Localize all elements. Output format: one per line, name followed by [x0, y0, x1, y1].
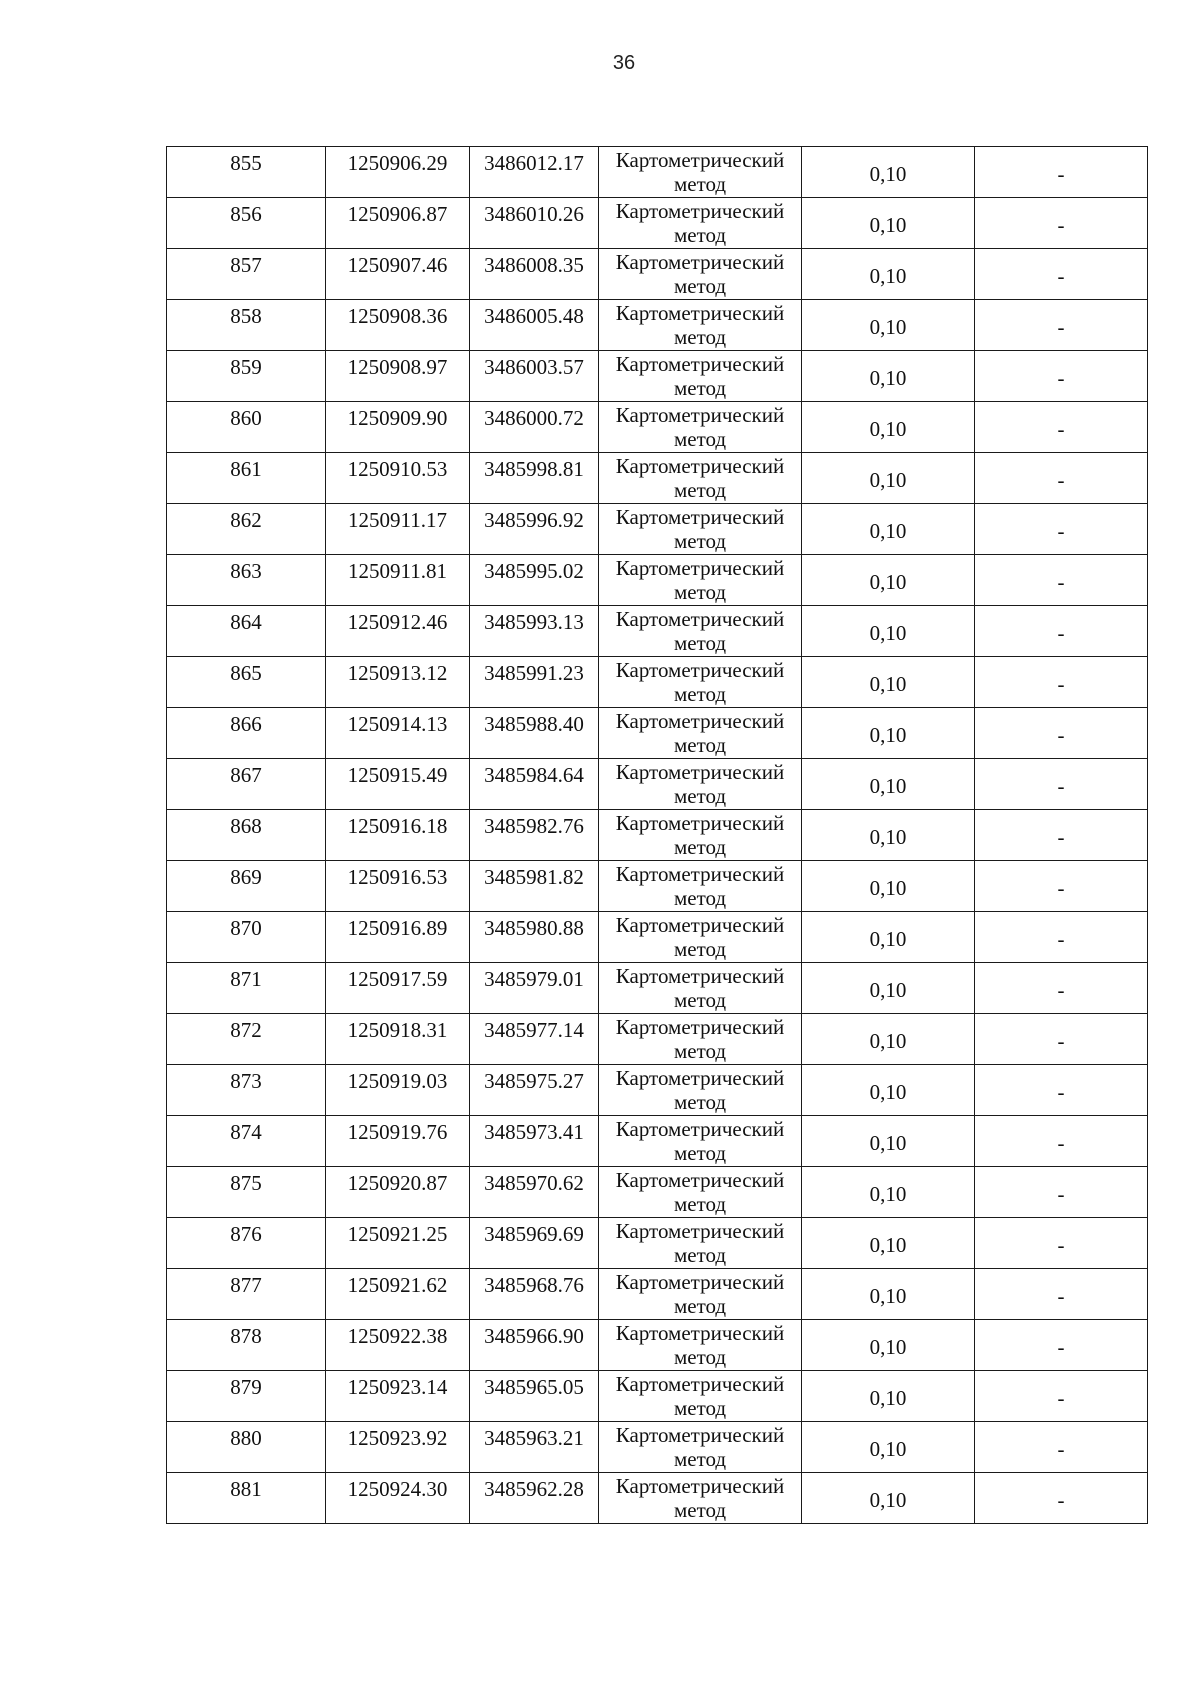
method-line-2: метод [673, 478, 727, 502]
method-line-2: метод [673, 733, 727, 757]
accuracy-cell: 0,10 [802, 453, 975, 504]
table-row [167, 1218, 1148, 1269]
y-coordinate-cell: 3486012.17 [470, 147, 599, 198]
y-coordinate-cell: 3485991.23 [470, 657, 599, 708]
x-coordinate-cell: 1250924.30 [326, 1473, 470, 1524]
accuracy-cell: 0,10 [802, 555, 975, 606]
point-number-cell: 860 [167, 402, 326, 453]
note-cell: - [975, 657, 1148, 708]
note-cell: - [975, 1422, 1148, 1473]
x-coordinate-cell: 1250916.18 [326, 810, 470, 861]
method-line-1: Картометрический [615, 964, 785, 988]
note-cell: - [975, 147, 1148, 198]
method-line-2: метод [673, 325, 727, 349]
method-cell [599, 759, 802, 810]
accuracy-cell: 0,10 [802, 657, 975, 708]
x-coordinate-cell: 1250908.97 [326, 351, 470, 402]
method-cell [599, 1167, 802, 1218]
method-cell [599, 1422, 802, 1473]
point-number-cell: 868 [167, 810, 326, 861]
point-number-cell: 864 [167, 606, 326, 657]
x-coordinate-cell: 1250912.46 [326, 606, 470, 657]
note-cell: - [975, 963, 1148, 1014]
table-row [167, 1473, 1148, 1524]
point-number-cell: 866 [167, 708, 326, 759]
table-row [167, 861, 1148, 912]
method-line-1: Картометрический [615, 913, 785, 937]
method-line-2: метод [673, 1396, 727, 1420]
method-cell [599, 402, 802, 453]
method-cell [599, 1269, 802, 1320]
method-line-1: Картометрический [615, 1066, 785, 1090]
method-cell [599, 1065, 802, 1116]
accuracy-cell: 0,10 [802, 963, 975, 1014]
accuracy-cell: 0,10 [802, 1371, 975, 1422]
x-coordinate-cell: 1250916.89 [326, 912, 470, 963]
table-row [167, 147, 1148, 198]
accuracy-cell: 0,10 [802, 759, 975, 810]
note-cell: - [975, 1116, 1148, 1167]
method-line-1: Картометрический [615, 1270, 785, 1294]
method-line-2: метод [673, 988, 727, 1012]
table-row [167, 1269, 1148, 1320]
x-coordinate-cell: 1250911.17 [326, 504, 470, 555]
note-cell: - [975, 1473, 1148, 1524]
method-line-2: метод [673, 1039, 727, 1063]
method-line-1: Картометрический [615, 250, 785, 274]
method-line-2: метод [673, 529, 727, 553]
x-coordinate-cell: 1250908.36 [326, 300, 470, 351]
point-number-cell: 875 [167, 1167, 326, 1218]
table-row [167, 1371, 1148, 1422]
method-cell [599, 1014, 802, 1065]
x-coordinate-cell: 1250918.31 [326, 1014, 470, 1065]
point-number-cell: 878 [167, 1320, 326, 1371]
method-cell [599, 1320, 802, 1371]
table-row [167, 657, 1148, 708]
y-coordinate-cell: 3485970.62 [470, 1167, 599, 1218]
method-line-2: метод [673, 784, 727, 808]
y-coordinate-cell: 3485996.92 [470, 504, 599, 555]
note-cell: - [975, 402, 1148, 453]
method-cell [599, 300, 802, 351]
method-line-2: метод [673, 1192, 727, 1216]
method-cell [599, 861, 802, 912]
accuracy-cell: 0,10 [802, 708, 975, 759]
page-number: 36 [612, 52, 636, 74]
accuracy-cell: 0,10 [802, 1014, 975, 1065]
x-coordinate-cell: 1250920.87 [326, 1167, 470, 1218]
method-line-2: метод [673, 1141, 727, 1165]
y-coordinate-cell: 3485962.28 [470, 1473, 599, 1524]
method-line-2: метод [673, 580, 727, 604]
method-line-1: Картометрический [615, 556, 785, 580]
method-line-1: Картометрический [615, 148, 785, 172]
y-coordinate-cell: 3485980.88 [470, 912, 599, 963]
table-row [167, 249, 1148, 300]
method-line-1: Картометрический [615, 607, 785, 631]
method-line-1: Картометрический [615, 1321, 785, 1345]
x-coordinate-cell: 1250915.49 [326, 759, 470, 810]
y-coordinate-cell: 3485966.90 [470, 1320, 599, 1371]
method-line-2: метод [673, 1090, 727, 1114]
y-coordinate-cell: 3485988.40 [470, 708, 599, 759]
y-coordinate-cell: 3486010.26 [470, 198, 599, 249]
note-cell: - [975, 912, 1148, 963]
method-cell [599, 1473, 802, 1524]
point-number-cell: 865 [167, 657, 326, 708]
y-coordinate-cell: 3485973.41 [470, 1116, 599, 1167]
method-line-2: метод [673, 886, 727, 910]
note-cell: - [975, 810, 1148, 861]
method-cell [599, 1218, 802, 1269]
method-cell [599, 657, 802, 708]
x-coordinate-cell: 1250921.62 [326, 1269, 470, 1320]
x-coordinate-cell: 1250923.92 [326, 1422, 470, 1473]
accuracy-cell: 0,10 [802, 1320, 975, 1371]
point-number-cell: 876 [167, 1218, 326, 1269]
table-row [167, 912, 1148, 963]
point-number-cell: 863 [167, 555, 326, 606]
point-number-cell: 855 [167, 147, 326, 198]
y-coordinate-cell: 3485993.13 [470, 606, 599, 657]
note-cell: - [975, 249, 1148, 300]
point-number-cell: 873 [167, 1065, 326, 1116]
method-line-2: метод [673, 1243, 727, 1267]
y-coordinate-cell: 3485969.69 [470, 1218, 599, 1269]
note-cell: - [975, 198, 1148, 249]
table-row [167, 810, 1148, 861]
table-row [167, 759, 1148, 810]
point-number-cell: 874 [167, 1116, 326, 1167]
method-line-2: метод [673, 1447, 727, 1471]
method-line-2: метод [673, 274, 727, 298]
note-cell: - [975, 453, 1148, 504]
point-number-cell: 880 [167, 1422, 326, 1473]
table-row [167, 453, 1148, 504]
accuracy-cell: 0,10 [802, 1218, 975, 1269]
point-number-cell: 862 [167, 504, 326, 555]
method-line-1: Картометрический [615, 403, 785, 427]
method-line-2: метод [673, 631, 727, 655]
method-line-2: метод [673, 427, 727, 451]
accuracy-cell: 0,10 [802, 1269, 975, 1320]
accuracy-cell: 0,10 [802, 249, 975, 300]
point-number-cell: 857 [167, 249, 326, 300]
y-coordinate-cell: 3486000.72 [470, 402, 599, 453]
point-number-cell: 870 [167, 912, 326, 963]
method-line-1: Картометрический [615, 658, 785, 682]
method-cell [599, 249, 802, 300]
y-coordinate-cell: 3485963.21 [470, 1422, 599, 1473]
table-row [167, 1422, 1148, 1473]
accuracy-cell: 0,10 [802, 1065, 975, 1116]
method-line-1: Картометрический [615, 1015, 785, 1039]
method-line-2: метод [673, 1345, 727, 1369]
method-cell [599, 810, 802, 861]
y-coordinate-cell: 3485982.76 [470, 810, 599, 861]
method-line-1: Картометрический [615, 1474, 785, 1498]
point-number-cell: 877 [167, 1269, 326, 1320]
accuracy-cell: 0,10 [802, 198, 975, 249]
point-number-cell: 858 [167, 300, 326, 351]
method-line-2: метод [673, 835, 727, 859]
note-cell: - [975, 504, 1148, 555]
method-cell [599, 555, 802, 606]
point-number-cell: 879 [167, 1371, 326, 1422]
x-coordinate-cell: 1250917.59 [326, 963, 470, 1014]
y-coordinate-cell: 3485968.76 [470, 1269, 599, 1320]
accuracy-cell: 0,10 [802, 1422, 975, 1473]
method-cell [599, 606, 802, 657]
table-row [167, 198, 1148, 249]
method-line-1: Картометрический [615, 1423, 785, 1447]
note-cell: - [975, 1371, 1148, 1422]
coordinates-table-body [167, 147, 1148, 1524]
x-coordinate-cell: 1250919.03 [326, 1065, 470, 1116]
x-coordinate-cell: 1250906.87 [326, 198, 470, 249]
x-coordinate-cell: 1250922.38 [326, 1320, 470, 1371]
x-coordinate-cell: 1250913.12 [326, 657, 470, 708]
table-row [167, 963, 1148, 1014]
method-line-1: Картометрический [615, 1219, 785, 1243]
accuracy-cell: 0,10 [802, 810, 975, 861]
note-cell: - [975, 1320, 1148, 1371]
method-line-2: метод [673, 1294, 727, 1318]
y-coordinate-cell: 3485995.02 [470, 555, 599, 606]
method-line-2: метод [673, 376, 727, 400]
table-row [167, 606, 1148, 657]
method-cell [599, 453, 802, 504]
y-coordinate-cell: 3485981.82 [470, 861, 599, 912]
y-coordinate-cell: 3486008.35 [470, 249, 599, 300]
x-coordinate-cell: 1250916.53 [326, 861, 470, 912]
x-coordinate-cell: 1250914.13 [326, 708, 470, 759]
method-line-1: Картометрический [615, 1168, 785, 1192]
table-row [167, 1065, 1148, 1116]
method-line-2: метод [673, 223, 727, 247]
point-number-cell: 856 [167, 198, 326, 249]
note-cell: - [975, 351, 1148, 402]
point-number-cell: 859 [167, 351, 326, 402]
table-row [167, 1116, 1148, 1167]
method-line-1: Картометрический [615, 709, 785, 733]
note-cell: - [975, 300, 1148, 351]
y-coordinate-cell: 3485984.64 [470, 759, 599, 810]
table-row [167, 504, 1148, 555]
table-row [167, 300, 1148, 351]
method-line-1: Картометрический [615, 1372, 785, 1396]
x-coordinate-cell: 1250909.90 [326, 402, 470, 453]
point-number-cell: 861 [167, 453, 326, 504]
accuracy-cell: 0,10 [802, 912, 975, 963]
y-coordinate-cell: 3486005.48 [470, 300, 599, 351]
method-line-1: Картометрический [615, 505, 785, 529]
note-cell: - [975, 606, 1148, 657]
note-cell: - [975, 555, 1148, 606]
x-coordinate-cell: 1250910.53 [326, 453, 470, 504]
accuracy-cell: 0,10 [802, 1167, 975, 1218]
table-row [167, 351, 1148, 402]
table-row [167, 402, 1148, 453]
y-coordinate-cell: 3486003.57 [470, 351, 599, 402]
note-cell: - [975, 759, 1148, 810]
method-line-2: метод [673, 1498, 727, 1522]
accuracy-cell: 0,10 [802, 1473, 975, 1524]
method-cell [599, 1116, 802, 1167]
note-cell: - [975, 1167, 1148, 1218]
method-line-2: метод [673, 937, 727, 961]
point-number-cell: 881 [167, 1473, 326, 1524]
table-row [167, 1014, 1148, 1065]
note-cell: - [975, 1269, 1148, 1320]
method-line-2: метод [673, 682, 727, 706]
method-line-1: Картометрический [615, 1117, 785, 1141]
accuracy-cell: 0,10 [802, 1116, 975, 1167]
x-coordinate-cell: 1250907.46 [326, 249, 470, 300]
point-number-cell: 871 [167, 963, 326, 1014]
method-cell [599, 708, 802, 759]
method-cell [599, 147, 802, 198]
x-coordinate-cell: 1250919.76 [326, 1116, 470, 1167]
note-cell: - [975, 861, 1148, 912]
table-row [167, 708, 1148, 759]
method-cell [599, 912, 802, 963]
point-number-cell: 867 [167, 759, 326, 810]
method-line-1: Картометрический [615, 199, 785, 223]
method-line-1: Картометрический [615, 352, 785, 376]
x-coordinate-cell: 1250921.25 [326, 1218, 470, 1269]
method-cell [599, 504, 802, 555]
y-coordinate-cell: 3485979.01 [470, 963, 599, 1014]
point-number-cell: 872 [167, 1014, 326, 1065]
method-line-1: Картометрический [615, 760, 785, 784]
method-line-1: Картометрический [615, 301, 785, 325]
method-cell [599, 198, 802, 249]
table-row [167, 1167, 1148, 1218]
method-line-1: Картометрический [615, 811, 785, 835]
accuracy-cell: 0,10 [802, 300, 975, 351]
method-line-2: метод [673, 172, 727, 196]
y-coordinate-cell: 3485977.14 [470, 1014, 599, 1065]
accuracy-cell: 0,10 [802, 606, 975, 657]
x-coordinate-cell: 1250911.81 [326, 555, 470, 606]
point-number-cell: 869 [167, 861, 326, 912]
method-cell [599, 351, 802, 402]
method-cell [599, 1371, 802, 1422]
accuracy-cell: 0,10 [802, 504, 975, 555]
accuracy-cell: 0,10 [802, 861, 975, 912]
x-coordinate-cell: 1250906.29 [326, 147, 470, 198]
table-row [167, 555, 1148, 606]
y-coordinate-cell: 3485965.05 [470, 1371, 599, 1422]
method-line-1: Картометрический [615, 454, 785, 478]
coordinates-table [166, 146, 1148, 1524]
note-cell: - [975, 1014, 1148, 1065]
y-coordinate-cell: 3485975.27 [470, 1065, 599, 1116]
accuracy-cell: 0,10 [802, 147, 975, 198]
note-cell: - [975, 1065, 1148, 1116]
method-cell [599, 963, 802, 1014]
accuracy-cell: 0,10 [802, 402, 975, 453]
note-cell: - [975, 708, 1148, 759]
note-cell: - [975, 1218, 1148, 1269]
y-coordinate-cell: 3485998.81 [470, 453, 599, 504]
x-coordinate-cell: 1250923.14 [326, 1371, 470, 1422]
method-line-1: Картометрический [615, 862, 785, 886]
table-row [167, 1320, 1148, 1371]
accuracy-cell: 0,10 [802, 351, 975, 402]
